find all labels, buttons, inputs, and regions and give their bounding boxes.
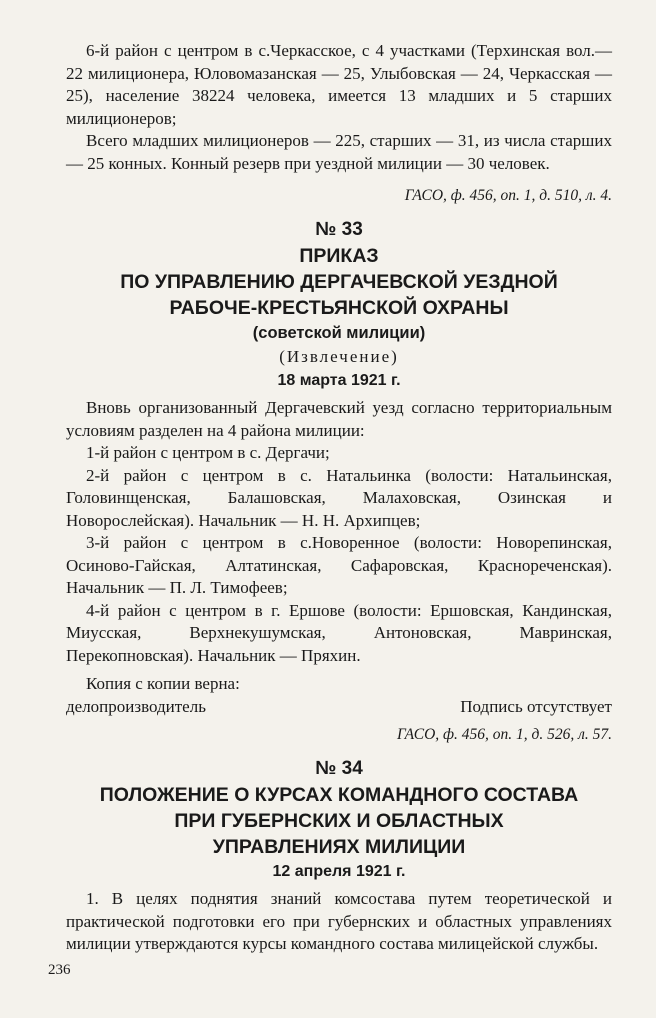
archive-citation-1: ГАСО, ф. 456, оп. 1, д. 510, л. 4. xyxy=(404,187,612,204)
doc34-date: 12 апреля 1921 г. xyxy=(272,863,406,880)
doc33-title-line-3: РАБОЧЕ-КРЕСТЬЯНСКОЙ ОХРАНЫ xyxy=(169,297,509,319)
archive-citation-2: ГАСО, ф. 456, оп. 1, д. 526, л. 57. xyxy=(397,726,612,743)
doc33-title-line-2: ПО УПРАВЛЕНИЮ ДЕРГАЧЕВСКОЙ УЕЗДНОЙ xyxy=(120,271,558,293)
paragraph-totals: Всего младших милиционеров — 225, старших — 31, из числа старших — 25 конных. Конный резерв при уездной милиции — 30 человек. xyxy=(66,131,612,173)
doc34-paragraph-1: 1. В целях поднятия знаний комсостава путем теоретической и практической подготовки его при губернских и областных управлениях милиции утверждаются курсы командного состава милицейской службы. xyxy=(66,889,612,953)
doc33-paragraph-district-1: 1-й район с центром в с. Дергачи; xyxy=(86,443,330,462)
doc34-title-line-1: ПОЛОЖЕНИЕ О КУРСАХ КОМАНДНОГО СОСТАВА xyxy=(99,784,579,806)
doc33-signature: Подпись отсутствует xyxy=(460,696,612,716)
page-number: 236 xyxy=(48,962,71,978)
doc33-paragraph-intro: Вновь организованный Дергачевский уезд согласно территориальным условиям разделен на 4 района милиции: xyxy=(66,398,612,440)
doc34-title-line-3: УПРАВЛЕНИЯХ МИЛИЦИИ xyxy=(212,836,466,858)
doc33-subtitle: (советской милиции) xyxy=(252,324,426,342)
doc33-extract-label: (Извлечение) xyxy=(279,347,399,366)
doc33-date: 18 марта 1921 г. xyxy=(277,372,401,389)
document-number-34: № 34 xyxy=(315,758,363,779)
paragraph-district-6: 6-й район с центром в с.Черкасское, с 4 участками (Терхинская вол.— 22 милиционера, Юловомазанская — 25, Улыбовская — 24, Черкасская — 25), население 38224 человека, имеется 13 младших и 5 старших милиционеров; xyxy=(66,41,612,128)
doc33-copy-note: Копия с копии верна: xyxy=(86,674,240,693)
doc33-clerk: делопроизводитель xyxy=(66,696,206,716)
doc33-paragraph-district-2: 2-й район с центром в с. Натальинка (волости: Натальинская, Головинщенская, Балашовская, Малаховская, Озинская и Новорослейская). Начальник — Н. Н. Архипцев; xyxy=(66,465,612,530)
document-number-33: № 33 xyxy=(315,219,363,240)
doc33-signature-row xyxy=(66,696,612,719)
doc33-paragraph-district-4: 4-й район с центром в г. Ершове (волости: Ершовская, Кандинская, Миусская, Верхнекушумская, Антоновская, Мавринская, Перекопновская). Начальник — Пряхин. xyxy=(66,600,612,665)
doc34-title-line-2: ПРИ ГУБЕРНСКИХ И ОБЛАСТНЫХ xyxy=(174,810,504,832)
doc33-title-line-1: ПРИКАЗ xyxy=(299,245,379,267)
doc33-paragraph-district-3: 3-й район с центром в с.Новоренное (волости: Новорепинская, Осиново-Гайская, Алтатинская, Сафаровская, Краснореченская). Начальник — П. Л. Тимофеев; xyxy=(66,533,612,597)
